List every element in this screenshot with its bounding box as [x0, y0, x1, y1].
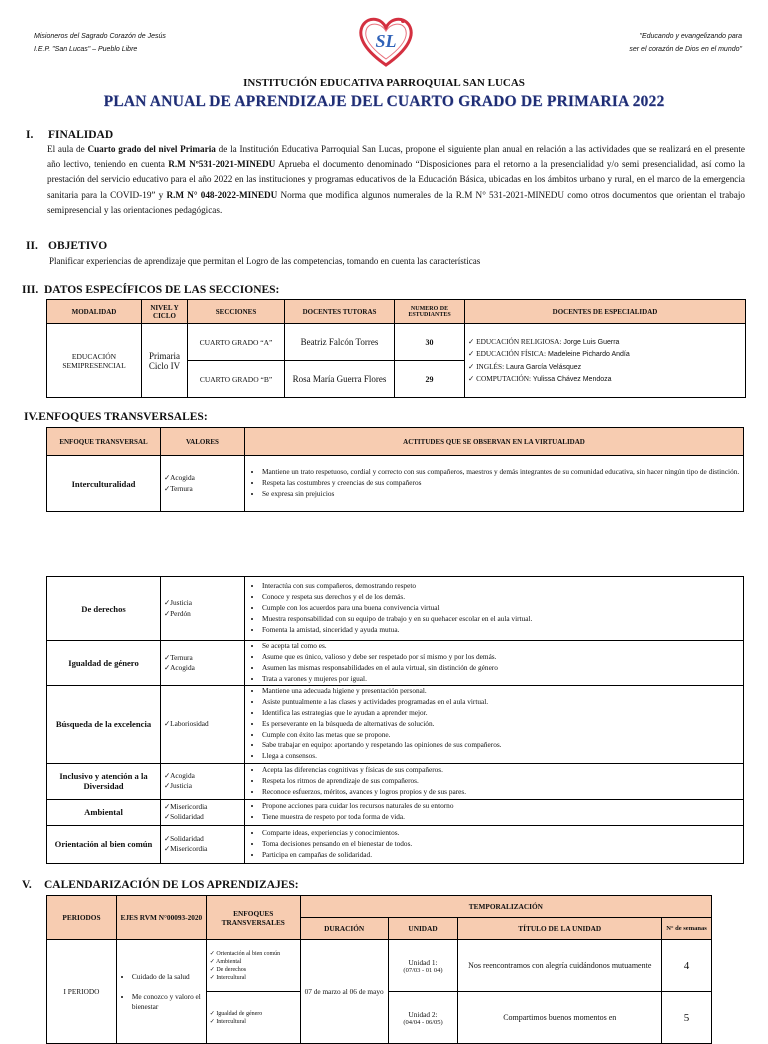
col-semanas: N° de semanas: [662, 918, 712, 940]
col-temporalizacion: TEMPORALIZACIÓN: [300, 896, 711, 918]
motto-line-2: ser el corazón de Dios en el mundo": [629, 46, 742, 53]
actitudes-cell: • Acepta las diferencias cognitivas y físicas de sus compañeros. • Respeta los ritmos de aprendizaje de sus compañeros. • Reconoce esfuerzos, méritos, avances y logros propios y de sus pares.: [245, 763, 744, 799]
especialidad-item: ✓ EDUCACIÓN FÍSICA: Madeleine Pichardo Andía: [468, 349, 630, 358]
valores-cell: ✓Acogida ✓Ternura: [161, 456, 245, 512]
actitudes-cell: • Mantiene un trato respetuoso, cordial y correcto con sus compañeros, maestros y demás integrantes de su comunidad educativa, sin hacer ningún tipo de distinción. • Respeta las costumbres y creencias de sus compañeros • Se expresa sin prejuicios: [245, 456, 744, 512]
col-valores: VALORES: [161, 428, 245, 456]
periodo-cell: I PERIODO: [47, 940, 117, 1044]
valores-cell: ✓Laboriosidad: [161, 685, 245, 763]
enfoque-cell: Búsqueda de la excelencia: [47, 685, 161, 763]
titulo-cell: Nos reencontramos con alegría cuidándonos mutuamente: [458, 940, 662, 992]
actitudes-cell: • Propone acciones para cuidar los recursos naturales de su entorno • Tiene muestra de respeto por toda forma de vida.: [245, 799, 744, 825]
motto-line-1: "Educando y evangelizando para: [639, 33, 742, 40]
unidad-cell: Unidad 2: (04/04 - 06/05): [388, 992, 458, 1044]
calendar-table: [46, 895, 712, 1044]
enfoque-cell: Ambiental: [47, 799, 161, 825]
logo-monogram: SL: [375, 31, 397, 51]
valores-cell: ✓Misericordia ✓Solidaridad: [161, 799, 245, 825]
section-1-heading: I. FINALIDAD: [26, 129, 114, 141]
estudiantes-b: 29: [395, 361, 465, 398]
section-2-text: Planificar experiencias de aprendizaje que permitan el Logro de las competencias, tomando en cuenta las características: [49, 256, 481, 266]
section-5-heading: V. CALENDARIZACIÓN DE LOS APRENDIZAJES:: [22, 879, 299, 891]
enfoques-u1-cell: ✓ Orientación al bien común ✓ Ambiental ✓ De derechos ✓ Intercultural: [206, 940, 300, 992]
col-modalidad: MODALIDAD: [47, 300, 142, 324]
congregation-name: Misioneros del Sagrado Corazón de Jesús: [34, 33, 166, 40]
actitudes-cell: • Interactúa con sus compañeros, demostrando respeto • Conoce y respeta sus derechos y el de los demás. • Cumple con los acuerdos para una buena convivencia virtual • Muestra responsabilidad con su equipo de trabajo y en su quehacer escolar en el aula virtual. • Fomenta la amistad, sinceridad y ayuda mutua.: [245, 577, 744, 641]
section-3-heading: III. DATOS ESPECÍFICOS DE LAS SECCIONES:: [22, 284, 280, 296]
actitudes-cell: • Mantiene una adecuada higiene y presentación personal. • Asiste puntualmente a las clases y actividades programadas en el aula virtual. • Identifica las estrategias que le ayudan a aprender mejor. • Es perseverante en la búsqueda de alternativas de solución. • Cumple con éxito las metas que se propone. • Sabe trabajar en equipo: aportando y respetando las opiniones de sus compañeros. • Llega a consensos.: [245, 685, 744, 763]
institution-name: INSTITUCIÓN EDUCATIVA PARROQUIAL SAN LUCAS: [243, 77, 525, 89]
tutora-a: Beatriz Falcón Torres: [285, 324, 395, 361]
especialidad-list: [465, 324, 746, 398]
document-title: PLAN ANUAL DE APRENDIZAJE DEL CUARTO GRADO DE PRIMARIA 2022: [103, 93, 665, 110]
enfoques-table-1: [46, 427, 744, 512]
enfoque-cell: Igualdad de género: [47, 641, 161, 686]
valores-cell: ✓Justicia ✓Perdón: [161, 577, 245, 641]
section-2-heading: II. OBJETIVO: [26, 240, 108, 252]
enfoque-cell: Inclusivo y atención a la Diversidad: [47, 763, 161, 799]
especialidad-item: ✓ EDUCACIÓN RELIGIOSA: Jorge Luis Guerra: [468, 336, 620, 346]
col-tutoras: DOCENTES TUTORAS: [285, 300, 395, 324]
semanas-cell: 4: [662, 940, 712, 992]
valores-cell: ✓Solidaridad ✓Misericordia: [161, 825, 245, 863]
col-actitudes: ACTITUDES QUE SE OBSERVAN EN LA VIRTUALIDAD: [245, 428, 744, 456]
titulo-cell: Compartimos buenos momentos en: [458, 992, 662, 1044]
enfoque-cell: Interculturalidad: [47, 456, 161, 512]
enfoque-cell: De derechos: [47, 577, 161, 641]
tutora-b: Rosa María Guerra Flores: [285, 361, 395, 398]
col-ejes: EJES RVM N°00093-2020: [116, 896, 206, 940]
col-secciones: SECCIONES: [188, 300, 285, 324]
section-4-heading: IV.ENFOQUES TRANSVERSALES:: [24, 411, 208, 423]
sections-table: [46, 299, 746, 398]
ejes-cell: • Cuidado de la salud • Me conozco y valoro el bienestar: [116, 940, 206, 1044]
estudiantes-a: 30: [395, 324, 465, 361]
valores-cell: ✓Ternura ✓Acogida: [161, 641, 245, 686]
nivel-cell: Primaria Ciclo IV: [142, 324, 188, 398]
actitudes-cell: • Comparte ideas, experiencias y conocimientos. • Toma decisiones pensando en el bienestar de todos. • Participa en campañas de solidaridad.: [245, 825, 744, 863]
modalidad-cell: EDUCACIÓN SEMIPRESENCIAL: [47, 324, 142, 398]
enfoque-cell: Orientación al bien común: [47, 825, 161, 863]
valores-cell: ✓Acogida ✓Justicia: [161, 763, 245, 799]
col-duracion: DURACIÓN: [300, 918, 388, 940]
unidad-cell: Unidad 1: (07/03 - 01 04): [388, 940, 458, 992]
section-1-text: El aula de Cuarto grado del nivel Primaria de la Institución Educativa Parroquial San Lucas, propone el siguiente plan anual en relación a las actividades que se realizará en el presente año lectivo, teniendo en cuenta R.M Nº531-2021-MINEDU Aprueba el documento denominado “Disposiciones para el retorno a la presencialidad y/o semi presencialidad, así como la prestación del servicio educativo para el año 2022 en las instituciones y programas educativos de la Educación Básica, ubicadas en los ámbitos urbano y rural, en el marco de la emergencia sanitaria para la COVID-19” y R.M N° 048-2022-MINEDU Norma que modifica algunos numerales de la R.M N° 531-2021-MINEDU como otros documentos que orientan el trabajo semipresencial y las orientaciones pedagógicas.: [47, 144, 746, 215]
col-unidad: UNIDAD: [388, 918, 458, 940]
seccion-b: CUARTO GRADO “B”: [188, 361, 285, 398]
header-right: [629, 30, 742, 56]
especialidad-item: ✓ INGLÉS: Laura García Velásquez: [468, 361, 582, 371]
col-estudiantes: NUMERO DE ESTUDIANTES: [395, 300, 465, 324]
enfoques-table-2: [46, 576, 744, 864]
enfoques-u2-cell: ✓ Igualdad de género ✓ Intercultural: [206, 992, 300, 1044]
duracion-cell: 07 de marzo al 06 de mayo: [300, 940, 388, 1044]
seccion-a: CUARTO GRADO “A”: [188, 324, 285, 361]
col-titulo: TÍTULO DE LA UNIDAD: [458, 918, 662, 940]
col-enfoques: ENFOQUES TRANSVERSALES: [206, 896, 300, 940]
semanas-cell: 5: [662, 992, 712, 1044]
col-enfoque: ENFOQUE TRANSVERSAL: [47, 428, 161, 456]
school-location: I.E.P. "San Lucas" – Pueblo Libre: [34, 46, 138, 53]
col-nivel: NIVEL Y CICLO: [142, 300, 188, 324]
header-left: [34, 30, 166, 56]
especialidad-item: ✓ COMPUTACIÓN: Yulissa Chávez Mendoza: [468, 374, 612, 383]
col-especialidad: DOCENTES DE ESPECIALIDAD: [465, 300, 746, 324]
actitudes-cell: • Se acepta tal como es. • Asume que es único, valioso y debe ser respetado por sí mismo y por los demás. • Asumen las mismas responsabilidades en el aula virtual, sin distinción de género • Trata a varones y mujeres por igual.: [245, 641, 744, 686]
col-periodos: PERIODOS: [47, 896, 117, 940]
school-logo: [355, 13, 417, 74]
